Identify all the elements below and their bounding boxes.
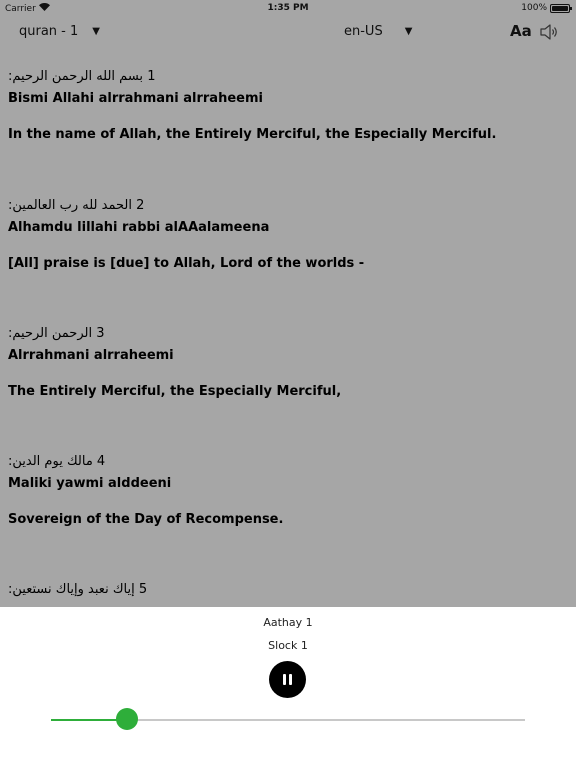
battery-percent: 100% (521, 3, 547, 13)
verse-arabic (8, 579, 568, 601)
verse-arabic-text: إياك نعبد وإياك نستعين: (8, 582, 135, 597)
chevron-down-icon: ▼ (92, 26, 100, 37)
font-size-button[interactable]: Aa (510, 22, 532, 40)
progress-slider-thumb[interactable] (116, 708, 138, 730)
verse-number: 5 (138, 582, 148, 597)
verse-transliteration: Alrrahmani alrraheemi (8, 348, 174, 363)
verse-transliteration: Maliki yawmi alddeeni (8, 476, 172, 491)
verse-item (8, 579, 568, 607)
pause-button[interactable] (269, 661, 306, 698)
verse-item (8, 66, 568, 146)
surah-dropdown-value: quran - 1 (19, 24, 79, 39)
verse-translation: Sovereign of the Day of Recompense. (8, 512, 284, 527)
verse-number: 3 (96, 326, 105, 341)
verse-arabic-text: الرحمن الرحيم: (8, 326, 93, 341)
aathay-label: Aathay 1 (263, 616, 313, 629)
verse-arabic-text: مالك يوم الدين: (8, 454, 93, 469)
verse-transliteration: Alhamdu lillahi rabbi alAAalameena (8, 220, 270, 235)
verse-translation: The Entirely Merciful, the Especially Merciful, (8, 384, 342, 399)
slock-label: Slock 1 (268, 639, 308, 652)
pause-icon (289, 674, 292, 685)
verse-arabic (8, 195, 568, 217)
chevron-down-icon: ▼ (404, 26, 413, 37)
verse-translation: In the name of Allah, the Entirely Merciful, the Especially Merciful. (8, 127, 497, 142)
verse-item (8, 323, 568, 403)
carrier-label: Carrier (5, 3, 36, 14)
status-bar (0, 0, 576, 16)
language-dropdown-value: en-US (344, 24, 383, 39)
verse-item (8, 451, 568, 531)
speaker-icon[interactable] (539, 23, 559, 41)
toolbar (0, 20, 576, 44)
verse-number: 1 (147, 69, 156, 84)
verse-arabic (8, 323, 568, 345)
verse-number: 2 (136, 198, 145, 213)
battery-group (521, 3, 570, 13)
verse-item (8, 195, 568, 275)
verse-arabic (8, 66, 568, 88)
status-time: 1:35 PM (267, 3, 309, 13)
verse-translation: [All] praise is [due] to Allah, Lord of the worlds - (8, 256, 365, 271)
verse-transliteration: Bismi Allahi alrrahmani alrraheemi (8, 91, 263, 106)
verse-arabic-text: بسم الله الرحمن الرحيم: (8, 69, 144, 84)
verse-list[interactable] (0, 62, 576, 607)
verse-number: 4 (96, 454, 106, 469)
verse-arabic-text: الحمد لله رب العالمين: (8, 198, 132, 213)
pause-icon (283, 674, 286, 685)
verse-arabic (8, 451, 568, 473)
language-dropdown[interactable] (344, 24, 412, 39)
battery-icon (550, 4, 570, 13)
surah-dropdown[interactable] (19, 24, 100, 39)
audio-player (0, 607, 576, 768)
